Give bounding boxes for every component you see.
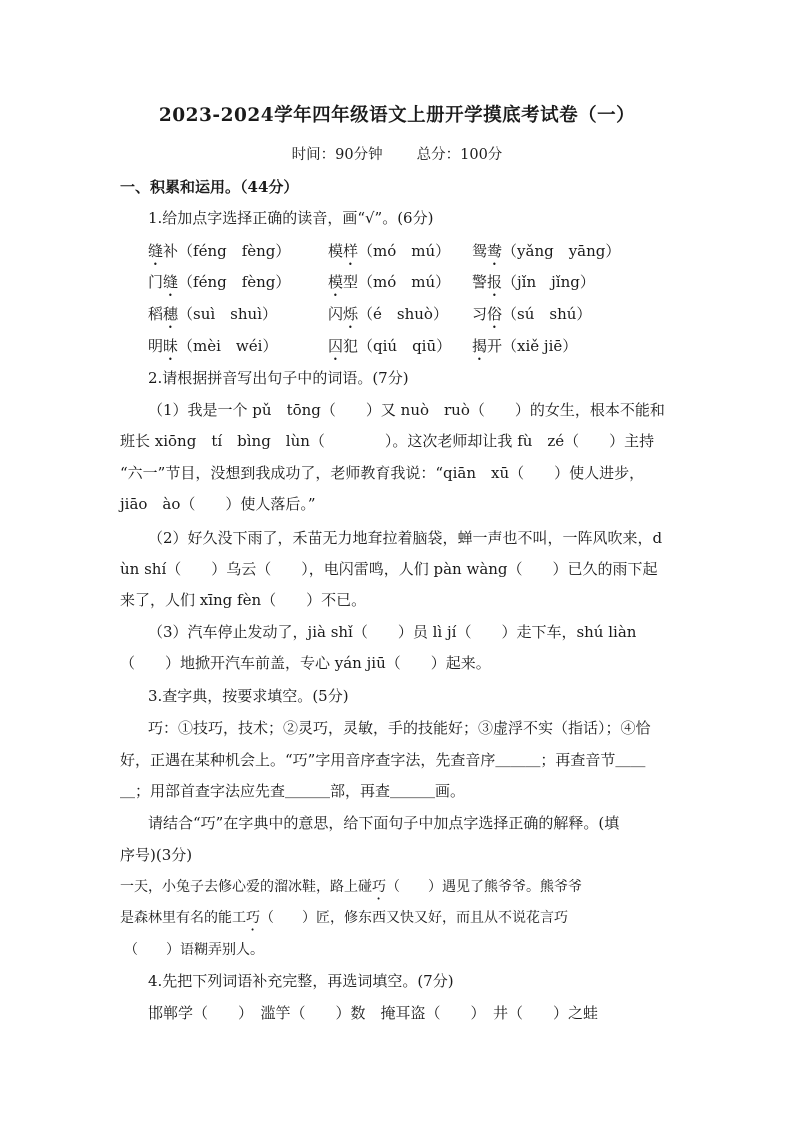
question-2-line: （3）汽车停止发动了，jià shǐ（ ）员 lì jí（ ）走下车，shú liàn xyxy=(148,623,637,641)
exam-meta xyxy=(0,145,794,165)
question-4-prompt: 4.先把下列词语补充完整，再选词填空。(7分) xyxy=(148,972,454,990)
question-2-line: 来了，人们 xīng fèn（ ）不已。 xyxy=(120,591,367,609)
question-2-line: （2）好久没下雨了，禾苗无力地耷拉着脑袋，蝉一声也不叫，一阵风吹来，d xyxy=(148,529,663,547)
question-3-line: 巧：①技巧，技术；②灵巧，灵敏，手的技能好；③虚浮不实（指话）；④恰 xyxy=(148,719,651,737)
idiom-fill-blanks: 邯郸学（ ） 滥竽（ ）数 掩耳盗（ ） 井（ ）之蛙 xyxy=(148,1004,599,1022)
pinyin-option: 明昧（mèi wéi） xyxy=(148,337,278,355)
question-3-line: 序号)(3分) xyxy=(120,846,193,864)
question-3-line: ＿；用部首查字法应先查＿＿＿部，再查＿＿＿画。 xyxy=(120,782,466,800)
story-line: 是森林里有名的能工巧（ ）匠，修东西又快又好，而且从不说花言巧 xyxy=(120,910,568,926)
pinyin-option: 门缝（féng fèng） xyxy=(148,273,291,291)
section-heading: 一、积累和运用。（44分） xyxy=(120,178,299,196)
pinyin-option: 警报（jǐn jǐng） xyxy=(472,273,595,291)
pinyin-option: 模样（mó mú） xyxy=(328,242,451,260)
pinyin-option: 闪烁（é shuò） xyxy=(328,305,448,323)
pinyin-option: 揭开（xiě jiē） xyxy=(472,337,578,355)
story-line: （ ）语糊弄别人。 xyxy=(124,942,264,958)
pinyin-option: 囚犯（qiú qiū） xyxy=(328,337,452,355)
question-3-prompt: 3.查字典，按要求填空。(5分) xyxy=(148,687,349,705)
question-2-line: jiāo ào（ ）使人落后。” xyxy=(120,495,316,513)
exam-total-score: 总分：100分 xyxy=(416,147,503,163)
question-2-line: （ ）地掀开汽车前盖，专心 yán jiū（ ）起来。 xyxy=(120,654,491,672)
question-2-line: ùn shí（ ）乌云（ ），电闪雷鸣，人们 pàn wàng（ ）已久的雨下起 xyxy=(120,560,658,578)
question-2-line: （1）我是一个 pǔ tōng（ ）又 nuò ruò（ ）的女生，根本不能和 xyxy=(148,401,665,419)
exam-time: 时间：90分钟 xyxy=(291,147,383,163)
question-3-line: 请结合“巧”在字典中的意思，给下面句子中加点字选择正确的解释。(填 xyxy=(148,814,620,832)
page-title: 2023-2024学年四年级语文上册开学摸底考试卷（一） xyxy=(158,105,636,126)
pinyin-option: 习俗（sú shú） xyxy=(472,305,592,323)
question-1-prompt: 1.给加点字选择正确的读音，画“√”。(6分) xyxy=(148,209,434,227)
story-line: 一天，小兔子去修心爱的溜冰鞋，路上碰巧（ ）遇见了熊爷爷。熊爷爷 xyxy=(120,879,582,895)
question-2-line: “六一”节目，没想到我成功了，老师教育我说：“qiān xū（ ）使人进步， xyxy=(120,464,645,482)
pinyin-option: 模型（mó mú） xyxy=(328,273,451,291)
pinyin-option: 鸳鸯（yǎng yāng） xyxy=(472,242,621,260)
pinyin-option: 缝补（féng fèng） xyxy=(148,242,291,260)
question-2-line: 班长 xiōng tí bìng lùn（ ）。这次老师却让我 fù zé（ ）主持 xyxy=(120,432,655,450)
question-2-prompt: 2.请根据拼音写出句子中的词语。(7分) xyxy=(148,369,409,387)
question-3-line: 好，正遇在某种机会上。“巧”字用音序查字法，先查音序＿＿＿；再查音节＿＿ xyxy=(120,751,646,769)
pinyin-option: 稻穗（suì shuì） xyxy=(148,305,278,323)
